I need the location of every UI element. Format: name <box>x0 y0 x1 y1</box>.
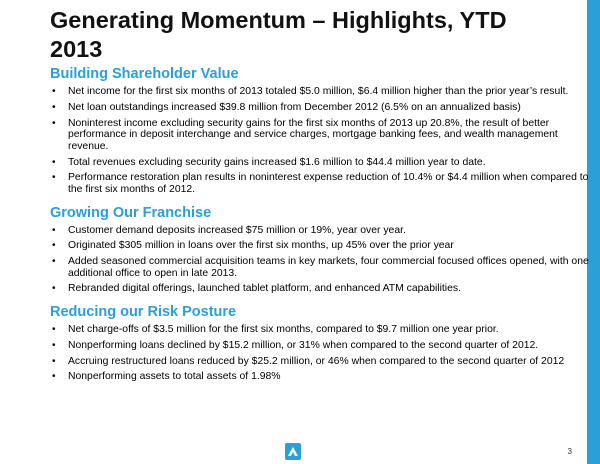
bullet-item: • Accruing restructured loans reduced by $25.2 million, or 46% when compared to the second quarter of 2012 <box>50 356 590 368</box>
bullet-list <box>50 86 590 196</box>
bullet-item: • Net charge-offs of $3.5 million for the first six months, compared to $9.7 million one year prior. <box>50 324 590 336</box>
section-heading: Building Shareholder Value <box>50 66 239 82</box>
bullet-item: • Nonperforming loans declined by $15.2 million, or 31% when compared to the second quarter of 2012. <box>50 340 590 352</box>
bank-logo-icon <box>285 443 301 460</box>
bullet-item: • Added seasoned commercial acquisition teams in key markets, four commercial focused offices opened, with one additional office to open in late 2013. <box>50 256 590 279</box>
page-number: 3 <box>567 447 572 456</box>
bullet-item: • Rebranded digital offerings, launched tablet platform, and enhanced ATM capabilities. <box>50 283 590 295</box>
bullet-item: • Customer demand deposits increased $75 million or 19%, year over year. <box>50 225 590 237</box>
bullet-item: • Nonperforming assets to total assets of 1.98% <box>50 371 590 383</box>
slide-content <box>50 66 590 392</box>
bullet-list <box>50 225 590 296</box>
bullet-item: • Net income for the first six months of 2013 totaled $5.0 million, $6.4 million higher than the prior year’s result. <box>50 86 590 98</box>
bullet-item: • Performance restoration plan results in noninterest expense reduction of 10.4% or $4.4 million when compared to the first six months of 2012. <box>50 172 590 195</box>
section-heading: Reducing our Risk Posture <box>50 304 237 321</box>
slide-title: Generating Momentum – Highlights, YTD 2013 <box>50 7 507 62</box>
bullet-item: • Total revenues excluding security gains increased $1.6 million to $44.4 million year to date. <box>50 157 590 169</box>
section-heading: Growing Our Franchise <box>50 204 212 221</box>
bullet-item: • Originated $305 million in loans over the first six months, up 45% over the prior year <box>50 240 590 252</box>
bullet-item: • Noninterest income excluding security gains for the first six months of 2013 up 20.8%, the result of better performance in deposit interchange and service charges, mortgage banking fees, and wealth management revenue. <box>50 118 590 153</box>
section-growing-franchise <box>50 205 590 296</box>
section-risk-posture <box>50 304 590 383</box>
section-shareholder-value <box>50 66 590 196</box>
bullet-list <box>50 324 590 383</box>
bullet-item: • Net loan outstandings increased $39.8 million from December 2012 (6.5% on an annualized basis) <box>50 102 590 114</box>
